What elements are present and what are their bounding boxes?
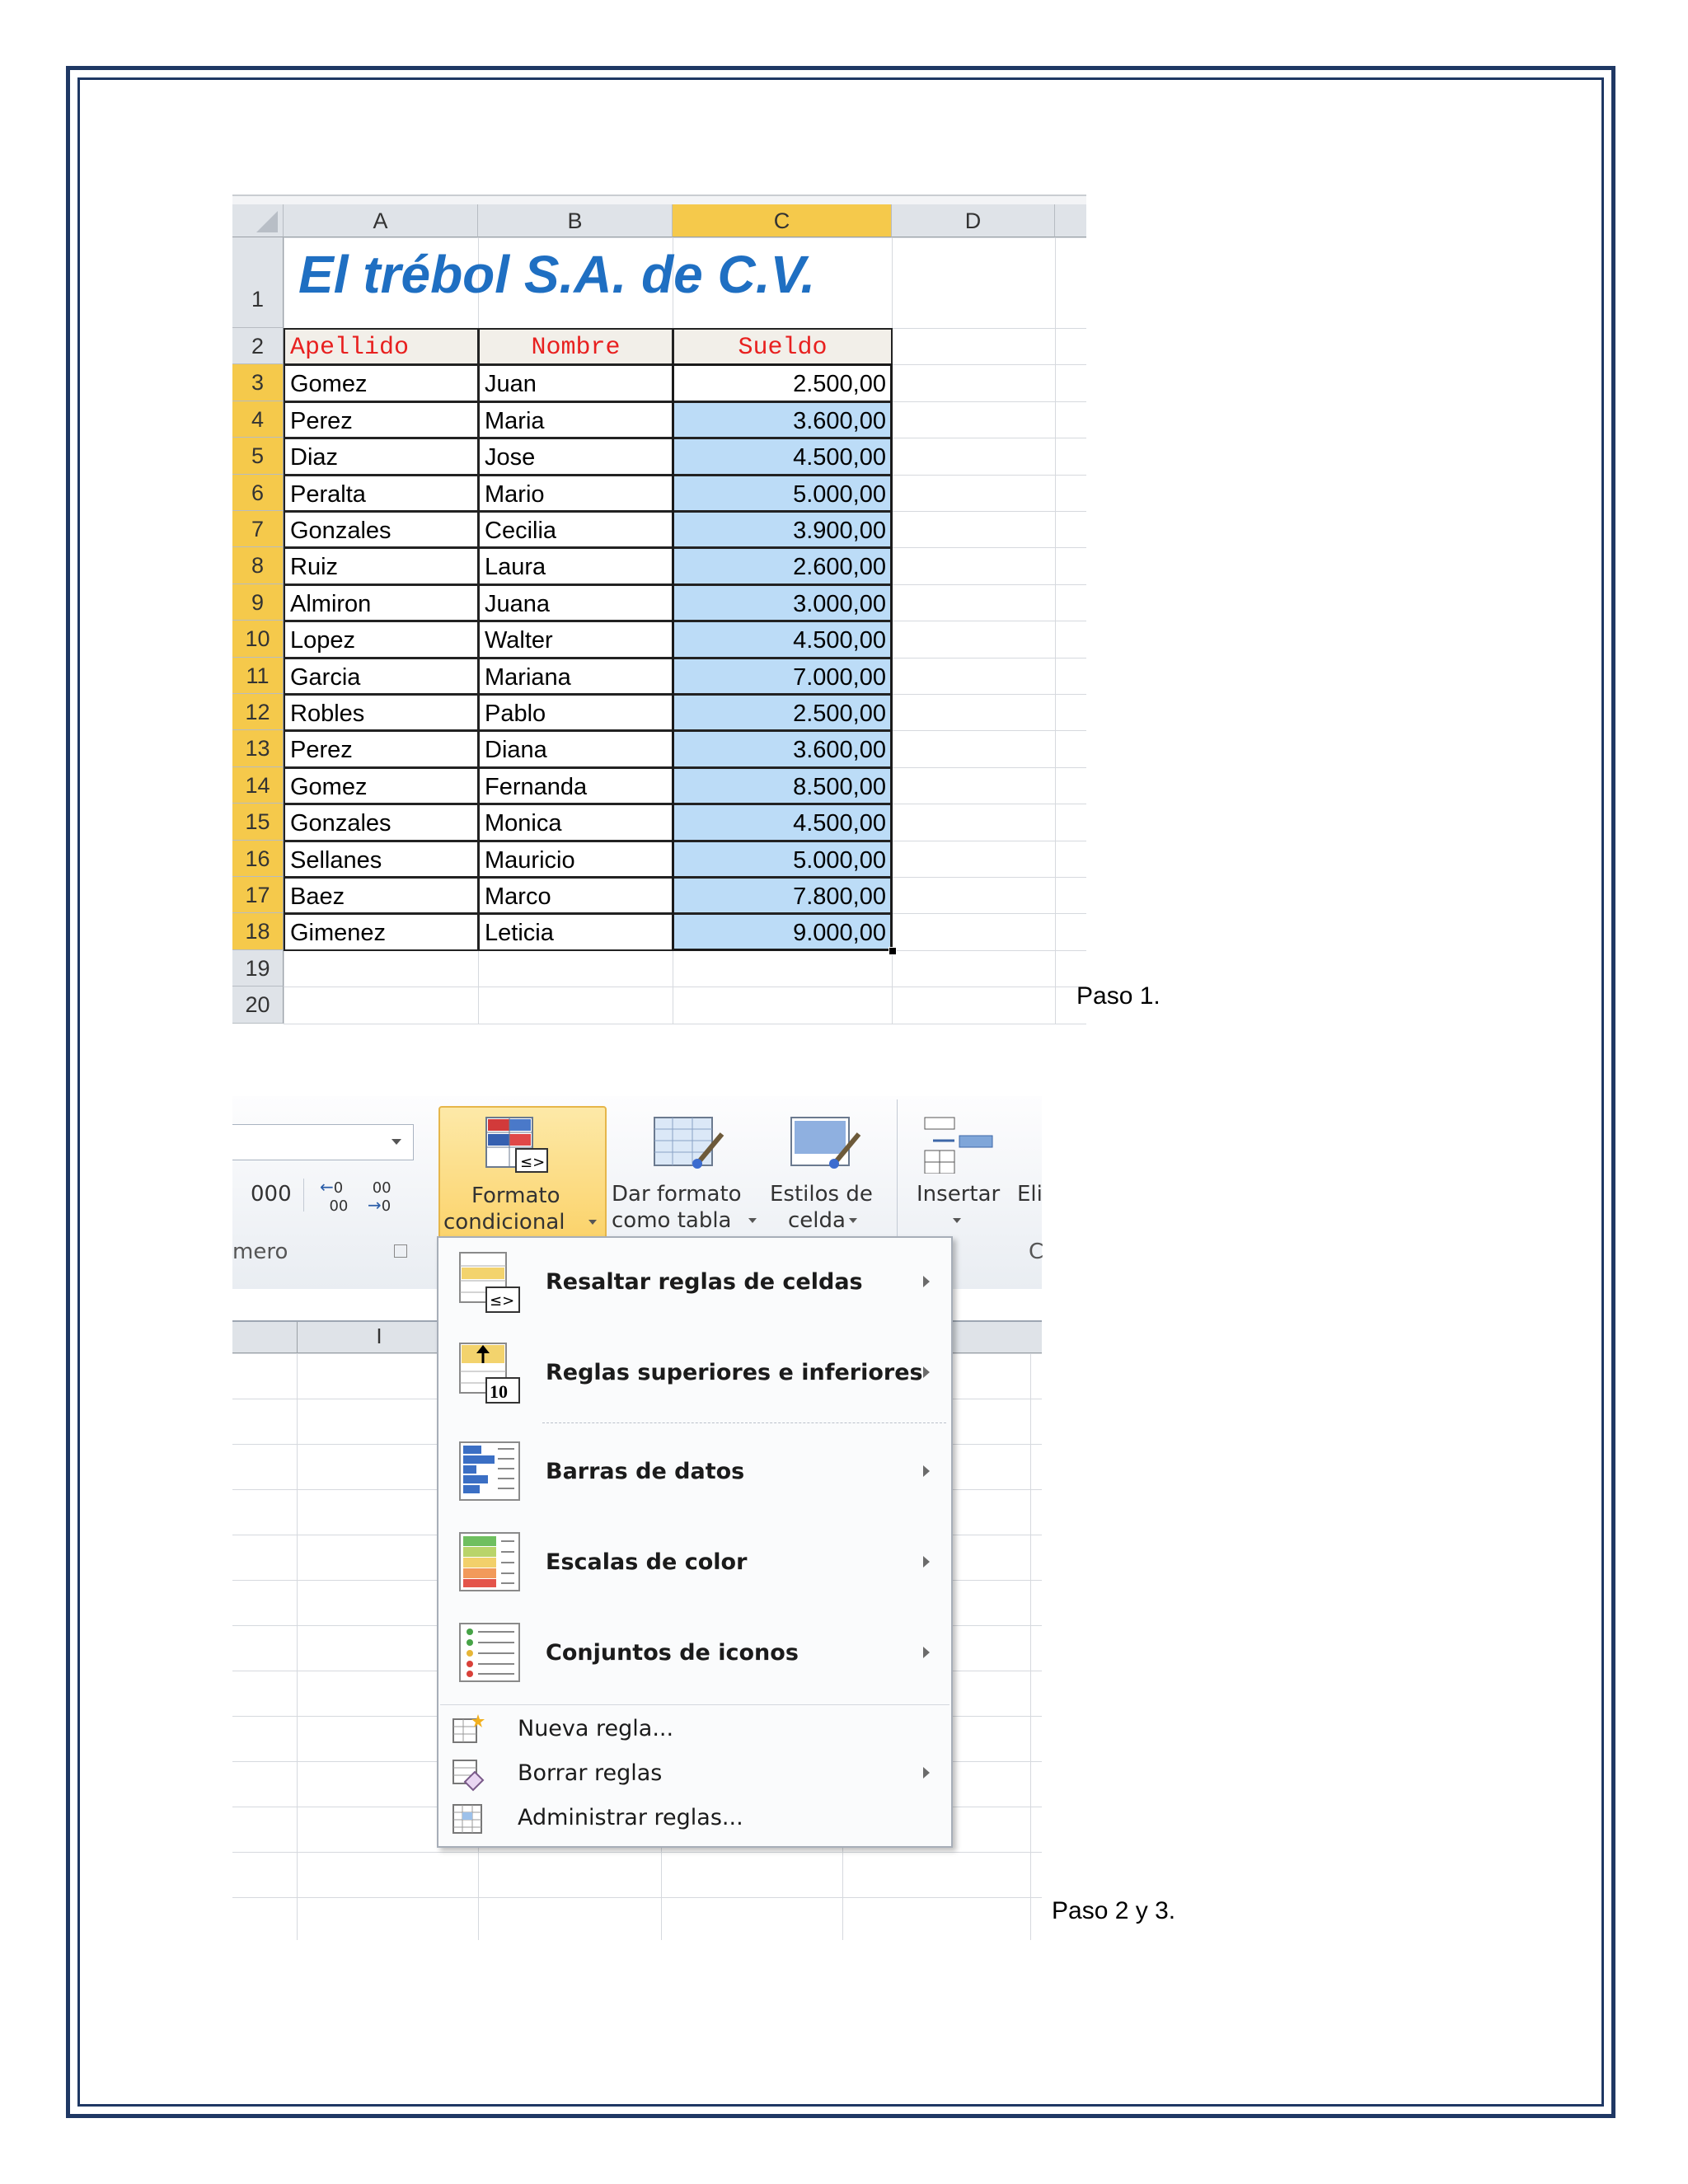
row-header[interactable]: 3 — [232, 364, 284, 401]
menu-separator — [440, 1704, 950, 1705]
column-header-a[interactable]: A — [284, 204, 478, 237]
column-header-partial[interactable] — [1055, 204, 1086, 237]
submenu-arrow-icon — [923, 1366, 930, 1378]
row-header[interactable]: 20 — [232, 987, 284, 1023]
manage-rules-icon — [450, 1802, 485, 1836]
svg-text:≤>: ≤> — [490, 1292, 515, 1310]
delete-cells-button[interactable]: Eli — [1017, 1182, 1043, 1207]
chevron-down-icon — [392, 1139, 401, 1145]
chevron-down-icon — [588, 1220, 597, 1225]
row-header[interactable]: 1 — [232, 237, 284, 328]
spreadsheet-screenshot — [232, 194, 1086, 1018]
row-header[interactable]: 2 — [232, 328, 284, 364]
surname-cell[interactable]: Gomez — [284, 364, 479, 401]
column-header-b[interactable]: B — [478, 204, 673, 237]
menu-label-new-rule: Nueva regla... — [518, 1716, 674, 1741]
chevron-down-icon — [748, 1218, 757, 1223]
surname-cell[interactable]: Gimenez — [284, 913, 479, 950]
surname-cell[interactable]: Baez — [284, 877, 479, 914]
increase-decimal-button[interactable]: ←0 00 — [320, 1177, 349, 1215]
insert-cells-icon — [921, 1114, 996, 1174]
row-header[interactable]: 12 — [232, 694, 284, 730]
submenu-arrow-icon — [923, 1465, 930, 1477]
menu-label-icon-sets: Conjuntos de iconos — [546, 1640, 799, 1666]
salary-cell[interactable]: 2.600,00 — [673, 547, 893, 584]
top-bottom-rules-icon — [457, 1340, 523, 1406]
decrease-decimal-button[interactable]: 00 →0 — [368, 1179, 392, 1215]
submenu-arrow-icon — [923, 1276, 930, 1287]
menu-label-color-scales: Escalas de color — [546, 1549, 748, 1575]
name-cell[interactable]: Walter — [478, 621, 673, 658]
name-cell[interactable]: Mauricio — [478, 841, 673, 878]
name-cell[interactable]: Jose — [478, 438, 673, 475]
sheet-title: El trébol S.A. de C.V. — [298, 245, 816, 304]
row-header[interactable]: 13 — [232, 730, 284, 766]
cell-styles-icon — [788, 1114, 862, 1174]
salary-cell[interactable]: 5.000,00 — [673, 475, 893, 512]
new-rule-icon — [450, 1713, 485, 1747]
row-header[interactable]: 8 — [232, 547, 284, 583]
salary-cell[interactable]: 2.500,00 — [673, 364, 893, 401]
row-header[interactable]: 5 — [232, 438, 284, 474]
select-all-corner[interactable] — [232, 204, 284, 237]
insert-cells-label: Insertar — [917, 1182, 1001, 1207]
surname-cell[interactable]: Gomez — [284, 767, 479, 804]
number-group-label: mero — [232, 1240, 288, 1264]
icon-sets-icon — [457, 1620, 523, 1686]
surname-cell[interactable]: Robles — [284, 694, 479, 731]
chevron-down-icon — [953, 1218, 961, 1223]
name-cell[interactable]: Laura — [478, 547, 673, 584]
fill-handle[interactable] — [889, 947, 897, 955]
conditional-format-label-2: condicional — [443, 1210, 565, 1235]
sheet-top-edge — [232, 194, 1086, 204]
submenu-arrow-icon — [923, 1556, 930, 1568]
menu-item-icon-sets[interactable] — [438, 1609, 951, 1699]
caption-step-2-3: Paso 2 y 3. — [1052, 1897, 1176, 1924]
cell-styles-button[interactable] — [768, 1106, 892, 1240]
name-cell[interactable]: Diana — [478, 730, 673, 767]
menu-item-manage-rules[interactable] — [438, 1797, 951, 1841]
name-cell[interactable]: Fernanda — [478, 767, 673, 804]
salary-cell[interactable]: 3.600,00 — [673, 730, 893, 767]
row-header[interactable]: 7 — [232, 511, 284, 547]
name-cell[interactable]: Monica — [478, 804, 673, 841]
format-as-table-label-2: como tabla — [612, 1208, 732, 1233]
menu-label-data-bars: Barras de datos — [546, 1459, 745, 1484]
salary-cell[interactable]: 4.500,00 — [673, 804, 893, 841]
data-bars-icon — [457, 1439, 523, 1505]
salary-cell[interactable]: 3.900,00 — [673, 511, 893, 548]
row-header[interactable]: 17 — [232, 877, 284, 913]
submenu-arrow-icon — [923, 1647, 930, 1658]
chevron-down-icon — [849, 1218, 857, 1223]
surname-cell[interactable]: Gonzales — [284, 804, 479, 841]
format-as-table-label-1: Dar formato — [612, 1182, 742, 1207]
conditional-format-menu — [437, 1236, 953, 1848]
row-header[interactable]: 10 — [232, 621, 284, 657]
row-header[interactable]: 9 — [232, 584, 284, 621]
color-scales-icon — [457, 1530, 523, 1596]
menu-item-highlight-rules[interactable] — [438, 1238, 951, 1329]
menu-label-clear-rules: Borrar reglas — [518, 1760, 663, 1786]
svg-text:≤>: ≤> — [520, 1154, 546, 1171]
gridline-horizontal — [284, 237, 1086, 238]
format-as-table-button[interactable] — [610, 1106, 763, 1240]
svg-text:10: 10 — [490, 1381, 508, 1402]
name-cell[interactable]: Marco — [478, 877, 673, 914]
surname-cell[interactable]: Diaz — [284, 438, 479, 475]
surname-cell[interactable]: Sellanes — [284, 841, 479, 878]
column-header-c[interactable]: C — [673, 204, 892, 237]
salary-cell[interactable]: 3.000,00 — [673, 584, 893, 621]
salary-cell[interactable]: 4.500,00 — [673, 621, 893, 658]
menu-item-top-bottom-rules[interactable] — [438, 1329, 951, 1419]
column-header-i[interactable]: I — [376, 1324, 382, 1348]
name-cell[interactable]: Pablo — [478, 694, 673, 731]
menu-item-data-bars[interactable] — [438, 1427, 951, 1518]
caption-step-1: Paso 1. — [1076, 982, 1160, 1010]
salary-cell[interactable]: 7.800,00 — [673, 877, 893, 914]
conditional-format-button[interactable] — [438, 1106, 607, 1240]
column-title-cell: Nombre — [478, 328, 673, 365]
name-cell[interactable]: Mariana — [478, 658, 673, 695]
salary-cell[interactable]: 7.000,00 — [673, 658, 893, 695]
insert-cells-button[interactable] — [910, 1106, 1009, 1240]
conditional-format-icon — [483, 1116, 552, 1175]
surname-cell[interactable]: Peralta — [284, 475, 479, 512]
thousands-format-button[interactable]: 000 — [251, 1182, 292, 1207]
salary-cell[interactable]: 2.500,00 — [673, 694, 893, 731]
name-cell[interactable]: Maria — [478, 401, 673, 438]
surname-cell[interactable]: Perez — [284, 730, 479, 767]
format-as-table-icon — [651, 1114, 725, 1174]
column-title-cell: Sueldo — [673, 328, 893, 365]
surname-cell[interactable]: Lopez — [284, 621, 479, 658]
row-header[interactable]: 18 — [232, 913, 284, 949]
row-header[interactable]: 4 — [232, 401, 284, 438]
menu-label-top-bottom-rules: Reglas superiores e inferiores — [546, 1360, 923, 1385]
dialog-launcher-icon[interactable] — [394, 1244, 407, 1258]
salary-cell[interactable]: 3.600,00 — [673, 401, 893, 438]
clear-rules-icon — [450, 1757, 485, 1792]
gridline-vertical — [1055, 237, 1056, 1024]
menu-label-highlight-rules: Resaltar reglas de celdas — [546, 1269, 863, 1295]
surname-cell[interactable]: Gonzales — [284, 511, 479, 548]
cell-styles-label-2: celda — [788, 1208, 846, 1233]
row-header[interactable]: 19 — [232, 950, 284, 987]
surname-cell[interactable]: Ruiz — [284, 547, 479, 584]
row-header[interactable]: 15 — [232, 804, 284, 840]
submenu-arrow-icon — [923, 1767, 930, 1779]
salary-cell[interactable]: 4.500,00 — [673, 438, 893, 475]
row-header[interactable]: 16 — [232, 841, 284, 877]
cells-group-label: C — [1029, 1240, 1044, 1264]
menu-item-new-rule[interactable] — [438, 1708, 951, 1752]
number-format-dropdown[interactable] — [232, 1124, 414, 1160]
row-header[interactable]: 14 — [232, 767, 284, 804]
menu-item-color-scales[interactable] — [438, 1518, 951, 1609]
row-header[interactable]: 11 — [232, 658, 284, 694]
surname-cell[interactable]: Garcia — [284, 658, 479, 695]
name-cell[interactable]: Mario — [478, 475, 673, 512]
conditional-format-label-1: Formato — [471, 1183, 560, 1208]
name-cell[interactable]: Juana — [478, 584, 673, 621]
column-title-cell: Apellido — [284, 328, 479, 365]
salary-cell[interactable]: 9.000,00 — [673, 913, 893, 950]
name-cell[interactable]: Cecilia — [478, 511, 673, 548]
gridline — [232, 1852, 1042, 1853]
column-header-d[interactable]: D — [892, 204, 1055, 237]
name-cell[interactable]: Juan — [478, 364, 673, 401]
ribbon-separator — [303, 1179, 304, 1212]
gridline — [232, 1897, 1042, 1898]
surname-cell[interactable]: Almiron — [284, 584, 479, 621]
salary-cell[interactable]: 5.000,00 — [673, 841, 893, 878]
highlight-cells-icon — [457, 1249, 523, 1315]
name-cell[interactable]: Leticia — [478, 913, 673, 950]
menu-separator — [542, 1422, 946, 1423]
menu-item-clear-rules[interactable] — [438, 1752, 951, 1797]
menu-label-manage-rules: Administrar reglas... — [518, 1805, 743, 1830]
surname-cell[interactable]: Perez — [284, 401, 479, 438]
salary-cell[interactable]: 8.500,00 — [673, 767, 893, 804]
cell-styles-label-1: Estilos de — [770, 1182, 873, 1207]
row-header[interactable]: 6 — [232, 475, 284, 511]
